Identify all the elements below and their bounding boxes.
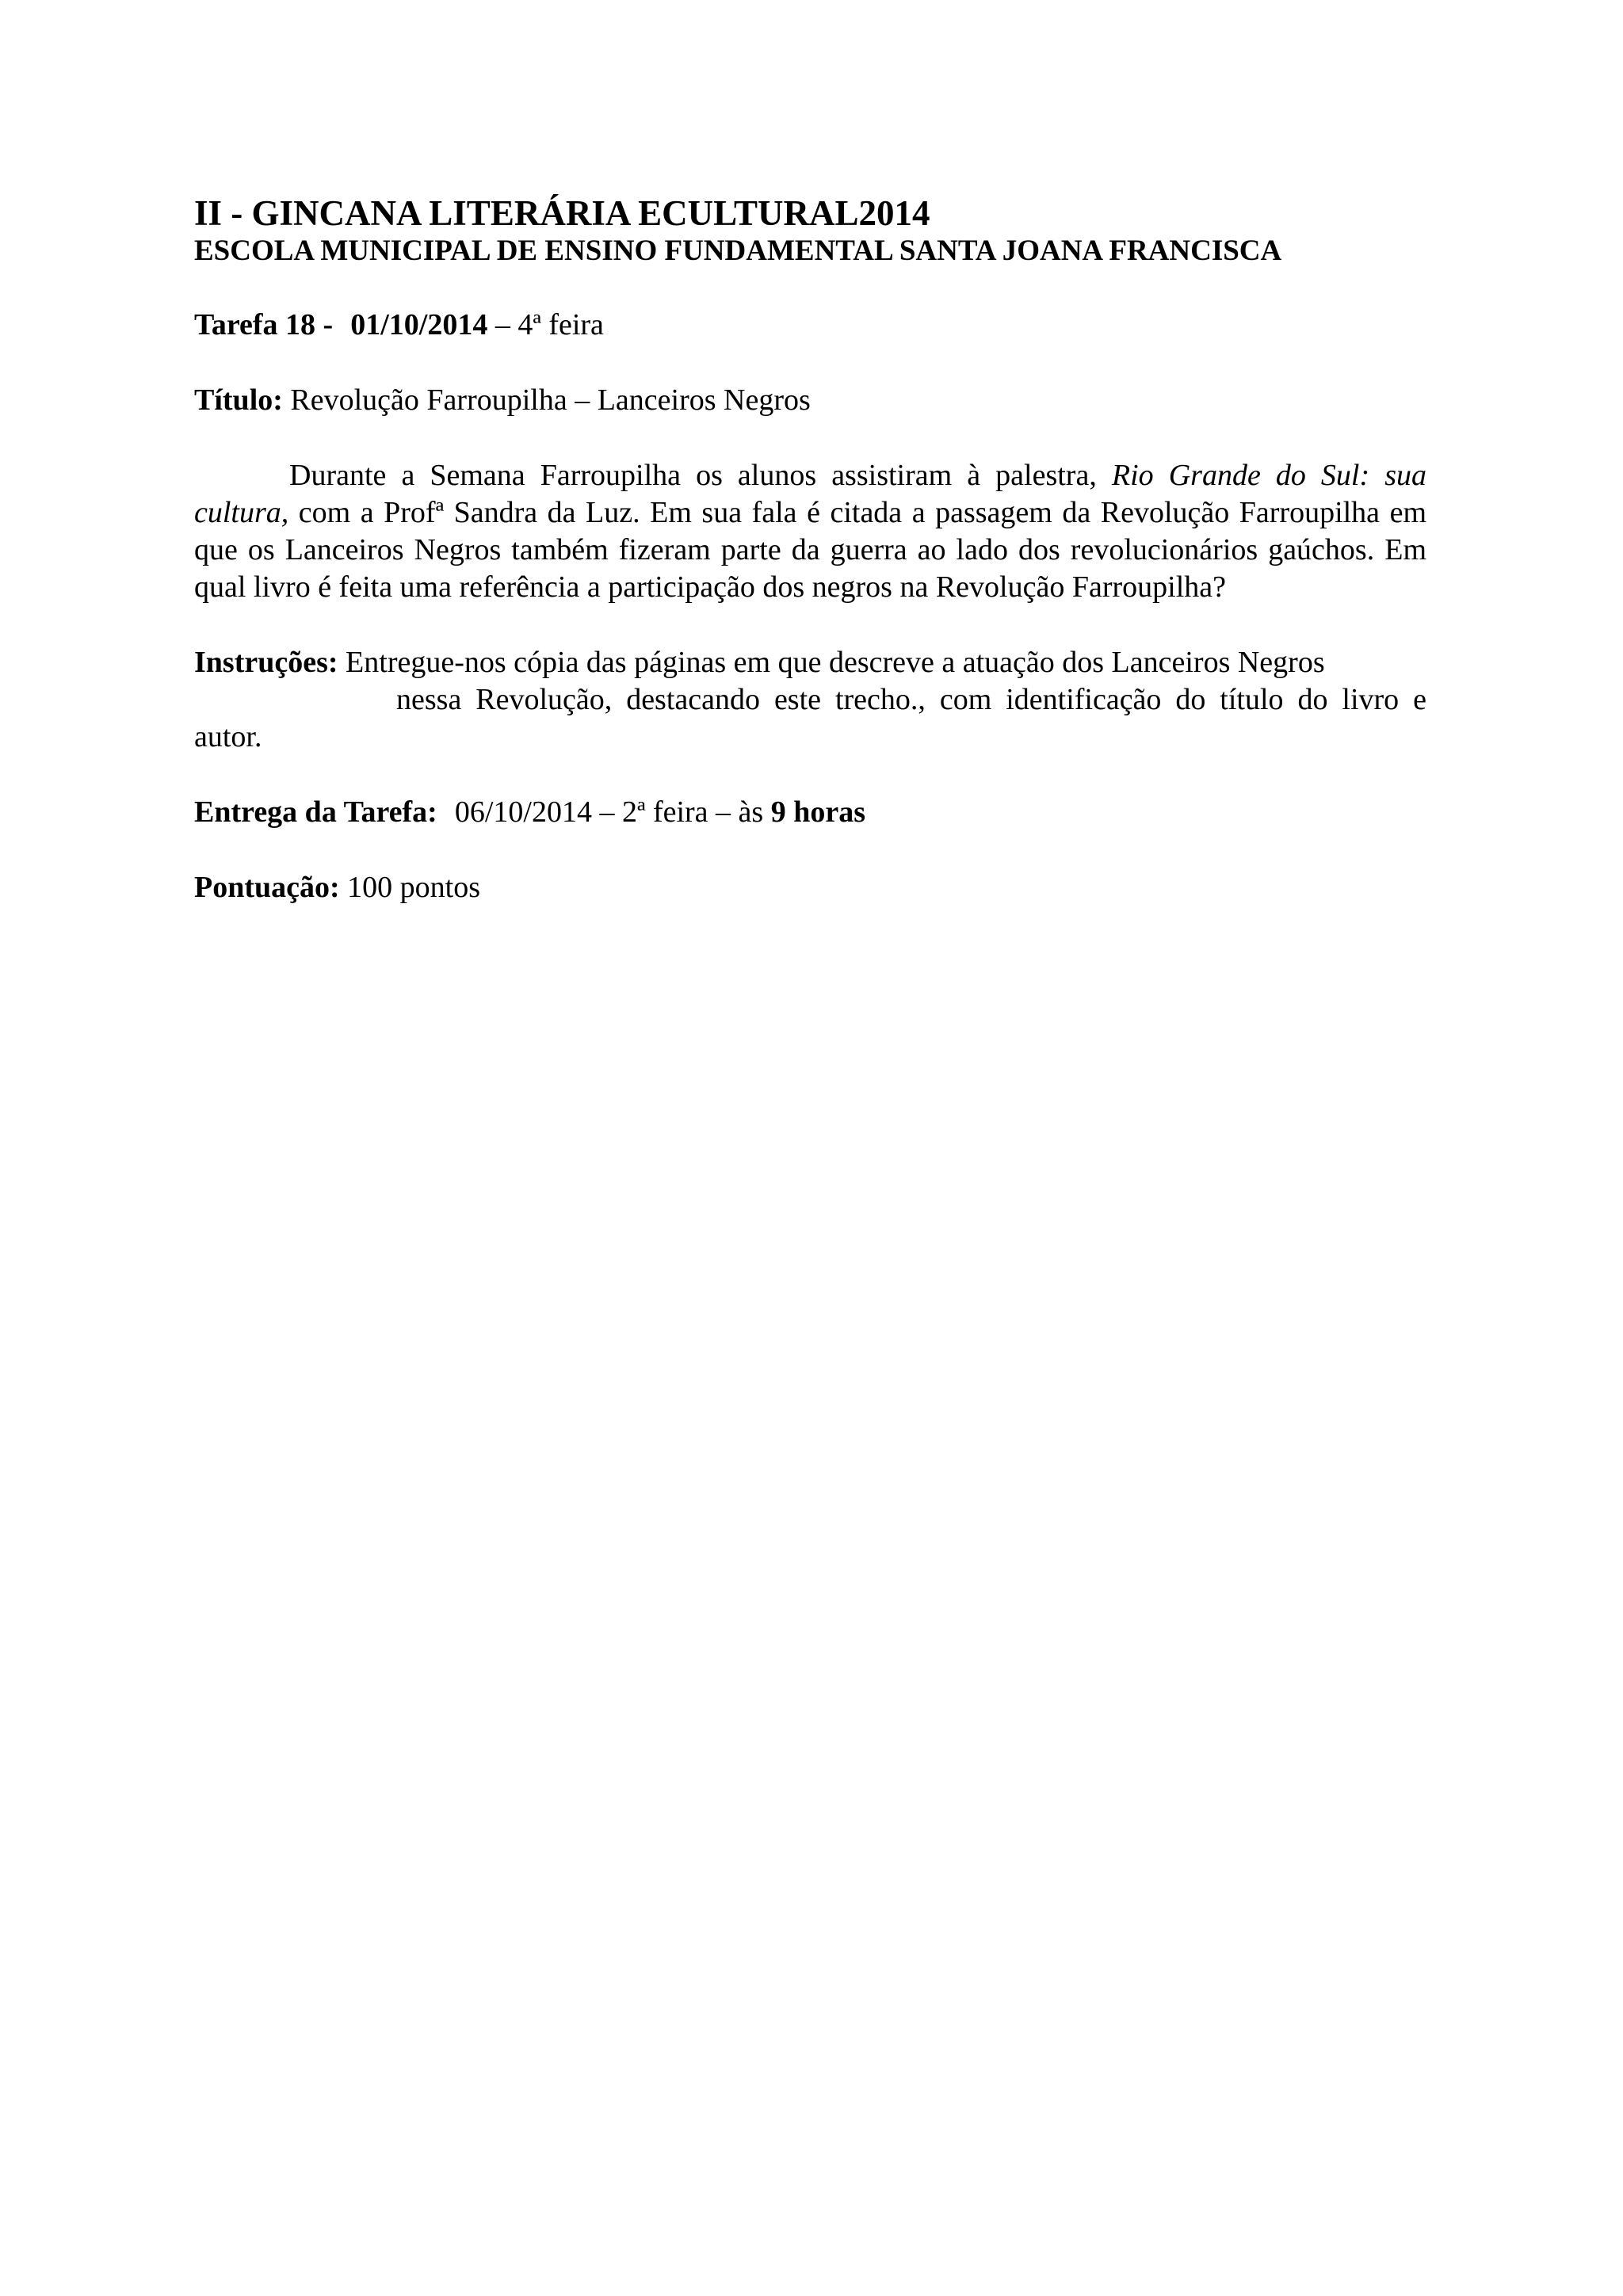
instructions-block [194, 644, 1426, 756]
instructions-text3: autor. [194, 720, 262, 753]
title-text: Revolução Farroupilha – Lanceiros Negros [282, 383, 811, 417]
delivery-time: 9 horas [770, 795, 865, 829]
instructions-label: Instruções: [194, 646, 338, 679]
task-label: Tarefa 18 - [194, 308, 334, 341]
delivery-line [194, 794, 1426, 831]
title-label: Título: [194, 383, 283, 417]
school-name: ESCOLA MUNICIPAL DE ENSINO FUNDAMENTAL SANTA JOANA FRANCISCA [194, 235, 1282, 267]
description-part1: Durante a Semana Farroupilha os alunos assistiram à palestra, [289, 459, 1112, 492]
points-label: Pontuação: [194, 871, 340, 904]
instructions-text1: Entregue-nos cópia das páginas em que descreve a atuação dos Lanceiros Negros [338, 646, 1325, 679]
task-description [194, 457, 1426, 606]
instructions-text2: nessa Revolução, destacando este trecho., com identificação do título do livro e [396, 683, 1426, 716]
delivery-label: Entrega da Tarefa: [194, 795, 437, 829]
points-text: 100 pontos [339, 871, 481, 904]
description-part2: com a Profª Sandra da Luz. Em sua fala é citada a passagem da Revolução Farroupilha em que os Lanceiros Negros também fizeram parte da guerra ao lado dos revolucionários gaúchos. Em qual livro é feita uma referência a participação dos negros na Revolução Farroupilha? [194, 496, 1426, 604]
document-page [194, 193, 1426, 906]
instructions-line1 [194, 644, 1426, 681]
gincana-title: II - GINCANA LITERÁRIA ECULTURAL2014 [194, 193, 930, 233]
title-line [194, 382, 1426, 419]
task-weekday: – 4ª feira [487, 308, 604, 341]
task-line [194, 307, 1426, 344]
task-date: 01/10/2014 [350, 308, 488, 341]
book-title: Rio Grande do Sul: sua cultura, [194, 459, 1426, 529]
points-line [194, 869, 1426, 906]
delivery-text: 06/10/2014 – 2ª feira – às [454, 795, 771, 829]
